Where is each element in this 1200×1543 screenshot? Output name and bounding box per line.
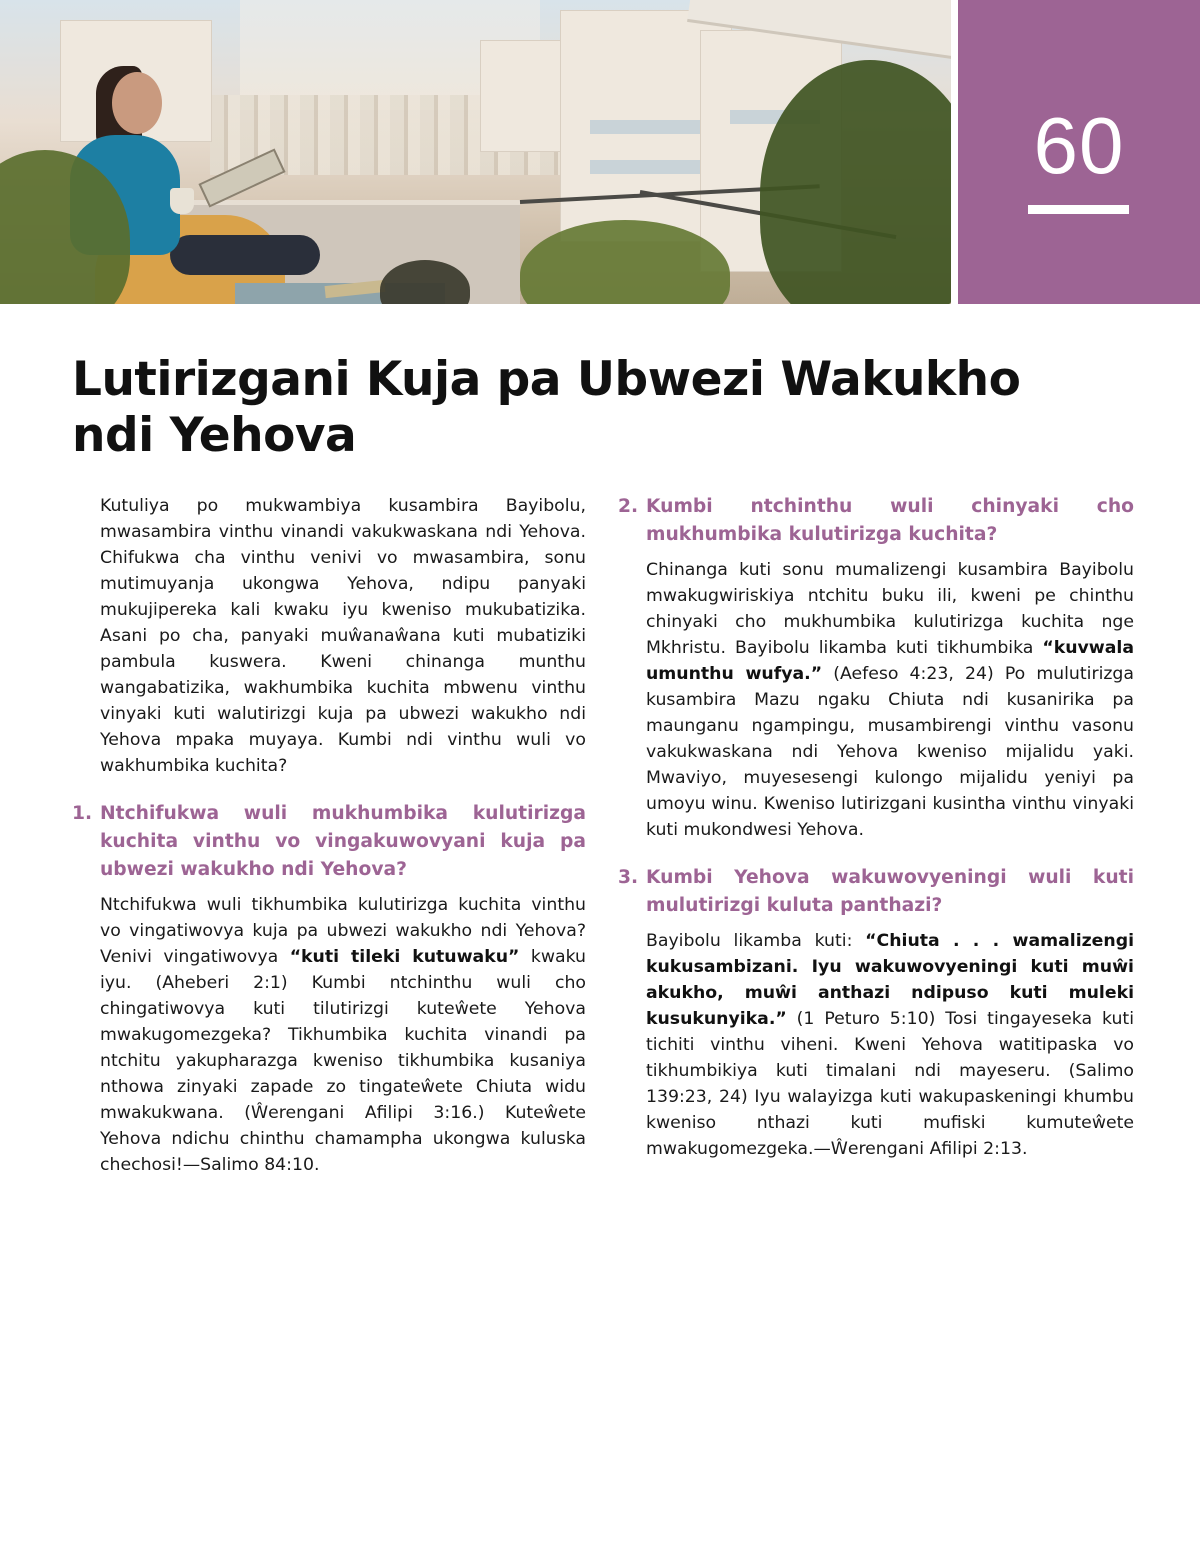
question-number: 3.	[618, 867, 639, 888]
lesson-number-badge	[958, 0, 1200, 304]
window	[590, 160, 700, 174]
question-heading	[618, 864, 1134, 920]
question-text: Kumbi Yehova wakuwovyeningi wuli kuti mulutirizgi kuluta panthazi?	[646, 867, 1134, 916]
question-number: 2.	[618, 496, 639, 517]
question-text: Ntchifukwa wuli mukhumbika kulutirizga kuchita vinthu vo vingakuwovyani kuja pa ubwezi wakukho ndi Yehova?	[100, 803, 586, 880]
answer-quote: “kuti tileki kutuwaku”	[289, 947, 520, 967]
answer-quote: “Chiuta . . . wamalizengi kukusambizani. Iyu wakuwovyeningi kuti muŵi akukho, muŵi anthazi ndipuso kuti muleki kusukunyika.”	[646, 931, 1134, 1029]
left-column	[72, 493, 586, 1178]
answer-paragraph	[72, 892, 586, 1178]
lesson-number: 60	[1033, 101, 1125, 190]
answer-paragraph	[618, 928, 1134, 1162]
answer-text: Bayibolu likamba kuti:	[646, 931, 866, 951]
question-number: 1.	[72, 803, 93, 824]
person-head	[112, 72, 162, 134]
question-heading	[618, 493, 1134, 549]
badge-underline	[1028, 205, 1129, 214]
question-heading	[72, 800, 586, 884]
answer-text: kwaku iyu. (Aheberi 2:1) Kumbi ntchinthu wuli cho chingatiwovya kuti tilutirizgi kuteŵete Yehova mwakugomezgeka? Tikhumbika kuchita vinandi pa ntchitu yakupharazga kweniso tikhumbika kusaniya nthowa zinyaki zapade zo tingateŵete Chiuta widu mwakukwana. (Ŵerengani Afilipi 3:16.) Kuteŵete Yehova ndichu chinthu chamampha ukongwa kuluska chechosi!—Salimo 84:10.	[100, 947, 586, 1175]
question-text: Kumbi ntchinthu wuli chinyaki cho mukhumbika kulutirizga kuchita?	[646, 496, 1134, 545]
person-legs	[170, 235, 320, 275]
answer-quote: “kuvwala umunthu wufya.”	[646, 638, 1134, 684]
mug	[170, 188, 194, 214]
header-photo	[0, 0, 951, 304]
answer-text: Chinanga kuti sonu mumalizengi kusambira Bayibolu mwakugwiriskiya ntchitu buku ili, kweni pe chinthu chinyaki cho mukhumbika kulutirizga kuchita nge Mkhristu. Bayibolu likamba kuti tikhumbika	[646, 560, 1134, 658]
window	[590, 120, 700, 134]
lesson-title: Lutirizgani Kuja pa Ubwezi Wakukho ndi Yehova	[72, 352, 1021, 463]
answer-text: (1 Peturo 5:10) Tosi tingayeseka kuti tichiti vinthu viheni. Kweni Yehova watitipaska vo tikhumbikiya kuti timalani ndi mayeseru. (Salimo 139:23, 24) Iyu walayizga kuti wakupaskeningi khumbu kweniso nthazi kuti mufiski kumuteŵete mwakugomezgeka.—Ŵerengani Afilipi 2:13.	[646, 1009, 1134, 1159]
answer-text: (Aefeso 4:23, 24) Po mulutirizga kusambira Mazu ngaku Chiuta ndi kusanirika pa maunganu ngampingu, musambirengi vinthu vasonu vakukwaskana ndi Yehova kweniso mijalidu yaki. Mwaviyo, muyesesengi kulongo mijalidu yeniyi pa umoyu winu. Kweniso lutirizgani kusintha vinthu vinyaki kuti mukondwesi Yehova.	[646, 664, 1134, 840]
answer-text: Ntchifukwa wuli tikhumbika kulutirizga kuchita vinthu vo vingatiwovya kuja pa ubwezi wakukho ndi Yehova? Venivi vingatiwovya	[100, 895, 586, 967]
right-column	[618, 493, 1134, 1162]
answer-paragraph	[618, 557, 1134, 843]
intro-paragraph: Kutuliya po mukwambiya kusambira Bayibolu, mwasambira vinthu vinandi vakukwaskana ndi Yehova. Chifukwa cha vinthu venivi vo mwasambira, sonu mutimuyanja ukongwa Yehova, ndipu panyaki mukujipereka kali kwaku iyu kweniso mukubatizika. Asani po cha, panyaki muŵanaŵana kuti mubatiziki pambula kuswera. Kweni chinanga munthu wangabatizika, wakhumbika kuchita mbwenu vinthu vinyaki kuti walutirizgi kuja pa ubwezi wakukho ndi Yehova mpaka muyaya. Kumbi ndi vinthu wuli vo wakhumbika kuchita?	[100, 496, 586, 776]
